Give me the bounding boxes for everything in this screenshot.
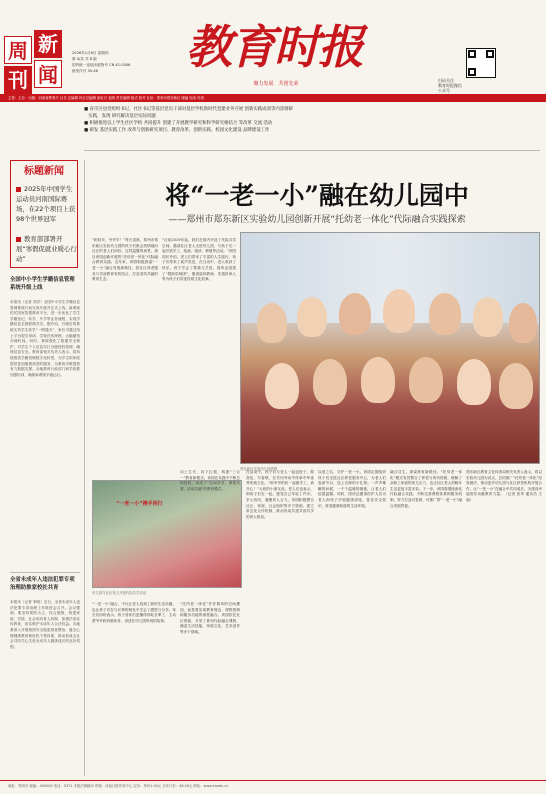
slogan: 聚力发展 共创先荣 (253, 81, 299, 87)
logo-char: 刊 (4, 66, 32, 94)
newspaper-logo (4, 30, 66, 90)
meta-line: 国内统一连续出版物号 CN 41-0006 (72, 63, 131, 67)
headline-news-item[interactable] (16, 184, 78, 224)
qr-line: 教育时报微信 (438, 83, 462, 88)
lead-subheadline: ——郑州市郑东新区实验幼儿园创新开展“托幼老一体化”代际融合实践探索 (168, 215, 466, 225)
headline-news-text: 2025年中国学生运动员河南国际赛场，在22个项目上获98个世界冠军 (16, 185, 76, 223)
meta-line: 第 4/页 共 8 版 (72, 57, 97, 61)
guide-line: 实践，发现 研究解决基层实际问题 (84, 114, 156, 119)
article-column: 融合共生，探索养育新路径。“托幼老一体化”模式有效整合了养老与育幼资源，缓解了双职工家庭的育儿压力，也让社区老人的晚年生活更加丰富多彩。下一步，该园将继续深化代际融合实践，不断完善课程体系和服务机制，努力打造可复制、可推广的“一老一小”融合发展样板。 (390, 470, 462, 508)
article-column: 向上生长，向下扎根，构建“三合一”教育新模式。该园在实践中不断总结经验，形成了“空间共享、课程共建、活动共融”的教育模式。 (180, 470, 240, 491)
meta-line: 2026年1月8日 星期四 (72, 51, 109, 55)
logo-char: 新 (34, 30, 62, 58)
qr-code-icon (466, 48, 496, 78)
qr-caption (438, 78, 498, 93)
photo-caption: 幼儿园与社区老人开展代际共学活动 (92, 591, 147, 595)
side-story-body: 本报讯（记者 李明）近日，全省未成年人违法犯罪专项治理工作推进会召开。会议强调，要坚持预防为主、综合施策，构建家庭、学校、社会协同育人机制，加强法治宣传教育，切实维护未成年人合法权益。各地要深入开展校园安全隐患排查整治，健全心理健康教育和危机干预体系，推动形成全社会共同关心关爱未成年人健康成长的良好氛围。 (10, 600, 80, 649)
meta-line: 邮发代号 35-46 (72, 69, 98, 73)
qr-line: 扫码关注 (438, 78, 454, 83)
logo-char: 周 (4, 36, 32, 64)
article-column: 郑东新区教育文化体育局相关负责人表示，将以实验幼儿园为试点，总结推广“托幼老一体化”经验做法，推动更多幼儿园与社区养老机构开展合作，让“一老一小”在融合中共同成长，为建设幸福郑东贡献教育力量。（记者 张华 通讯员 王丽） (466, 470, 542, 502)
side-story-body: 本报讯（记者 刘洋）全国中小学生学籍信息管理系统日前完成升级并正式上线。新系统依托国家智慧教育平台，进一步优化了学生学籍登记、转学、升学等业务流程，实现学籍信息全国联网共享。据介绍，升级后的系统支持学生转学“一网通办”，家长可通过线上平台提交申请，学校在线审核，大幅缩短办理时间。同时，系统强化了数据安全保护，对学生个人信息实行分级授权管理，确保信息安全。教育部相关负责人表示，将持续推进学籍管理数字化转型，为学生和家庭提供更加便捷高效的服务，为教育决策提供有力数据支撑。各地教育行政部门和学校要加强培训，确保新系统平稳运行。 (10, 300, 80, 377)
headline-news-text: 教育部部署开展“寒假促就业暖心行动” (16, 235, 77, 263)
article-column: “托幼老一体化”并非简单的空间叠加，而是要实现教育理念、课程资源和服务功能的深度融合。该园依托社区资源，开发了系列代际融合课程，涵盖生活技能、传统文化、艺术创作等多个领域。 (180, 602, 240, 634)
footer-info: 地址：郑州市 邮编：450000 电话：0371 本报法律顾问 印刷：河南日报印务中心 定价：每份1.00元 全年订价：48.00元 网址：www.hnedu.cn (8, 784, 229, 788)
logo-char: 闻 (34, 60, 62, 88)
guide-line: ■ 积极推进以上学生社区学校 共同提升 创建了开展教学研究和科学研究相结合 等改革 交流 活动 (84, 121, 273, 126)
newspaper-title: 教育时报 (186, 20, 362, 74)
front-guide (84, 106, 546, 146)
issue-meta (72, 50, 172, 74)
group-photo (240, 232, 540, 464)
photo-credit: 郑东新区实验幼儿园供图 (240, 467, 278, 471)
lead-headline[interactable]: 将“一老一小”融在幼儿园中 (165, 181, 469, 210)
footer-rule (0, 780, 546, 781)
article-column: 以爱之名，守护一老一小。该园定期组织孩子们走进社区养老服务中心，为老人们表演节目、送上自制的小礼物。一声声稚嫩的问候，一个个温暖的拥抱，让老人们倍感温馨。同时，园所还邀请医护人员为老人和孩子开展健康讲座，普及安全知识，营造健康和谐的生活环境。 (318, 470, 386, 508)
side-story-title[interactable]: 全省未成年人违法犯罪专项治理助推家校社共育 (10, 577, 75, 591)
guide-line: ■ 研发 基层实践工作 改革与创新研究项目、教育改革、创新实践、校园文化建设 品牌建设工作 (84, 128, 270, 133)
article-column: “一老一小”融合，不仅让老人找到了新的生活乐趣，也让孩子们在与长辈的相处中学会了感恩与分享。家长们纷纷表示，孩子回家后更懂得体贴长辈了，主动帮爷爷奶奶做家务，讲述在幼儿园听到的故事。 (92, 602, 176, 623)
square-bullet-icon (16, 187, 21, 192)
divider (84, 150, 540, 151)
qr-line: 公众号 (438, 88, 450, 93)
divider (10, 572, 80, 573)
article-column: “奶奶早，爷爷早！”每天清晨，郑州市郑东新区实验幼儿园的孩子们都会热情地向社区的老人们问好。这样温馨的场景，源自该园创新开展的“托幼老一体化”代际融合教育实践。近年来，该园积极探索“一老一小”融合发展新路径，将社区养老服务与学前教育有机结合，打造老幼共融的教育生态。 (92, 238, 158, 282)
headline-news-title: 标题新闻 (24, 166, 64, 177)
masthead-info-bar: 主管：主办：出版：河南省教育厅 社长 总编辑 执行总编辑 副社长 值班 责任编辑 版式 校对 社址：郑州市郑东新区 邮编 电话 传真 (0, 94, 546, 102)
column-divider (84, 160, 85, 776)
headline-news-item[interactable] (16, 234, 78, 264)
side-story-title[interactable]: 全国中小学生学籍信息管理系统升级上线 (10, 277, 75, 291)
guide-line: ■ 省市区县党组织书记、社区书记等基层党员干部对基层学校新时代党建业务开展 创新实践成效等内容调研 (84, 107, 293, 112)
square-bullet-icon (16, 237, 21, 242)
article-column: “目前2019年起，我们在园内开设了代际共学空间，邀请社区老人走进幼儿园，与孩子们一起开展手工、绘画、阅读、种植等活动。”该园园长介绍。老人们带来了丰富的人生阅历，孩子们带来了欢声笑语，在互动中，老人收获了快乐，孩子学会了尊重与关爱。园所还组建了“银龄讲师团”，邀请退休教师、非遗传承人等为孩子们讲述传统文化故事。 (162, 238, 236, 282)
section-heading: “一老一小”携手同行 (116, 501, 163, 507)
article-column: 在活动中，孩子们与老人一起包饺子、做香包、写春联，在共同劳动中传承中华优秀传统文化。“和爷爷奶奶一起做手工，真开心！”大班的小朋友说。老人们也表示，和孩子们在一起，感觉自己年轻了许多。多元协同，凝聚育人合力。该园积极整合社区、家庭、社会组织等多方资源，建立常态化合作机制，推动形成共建共治共享的育人格局。 (246, 470, 314, 519)
